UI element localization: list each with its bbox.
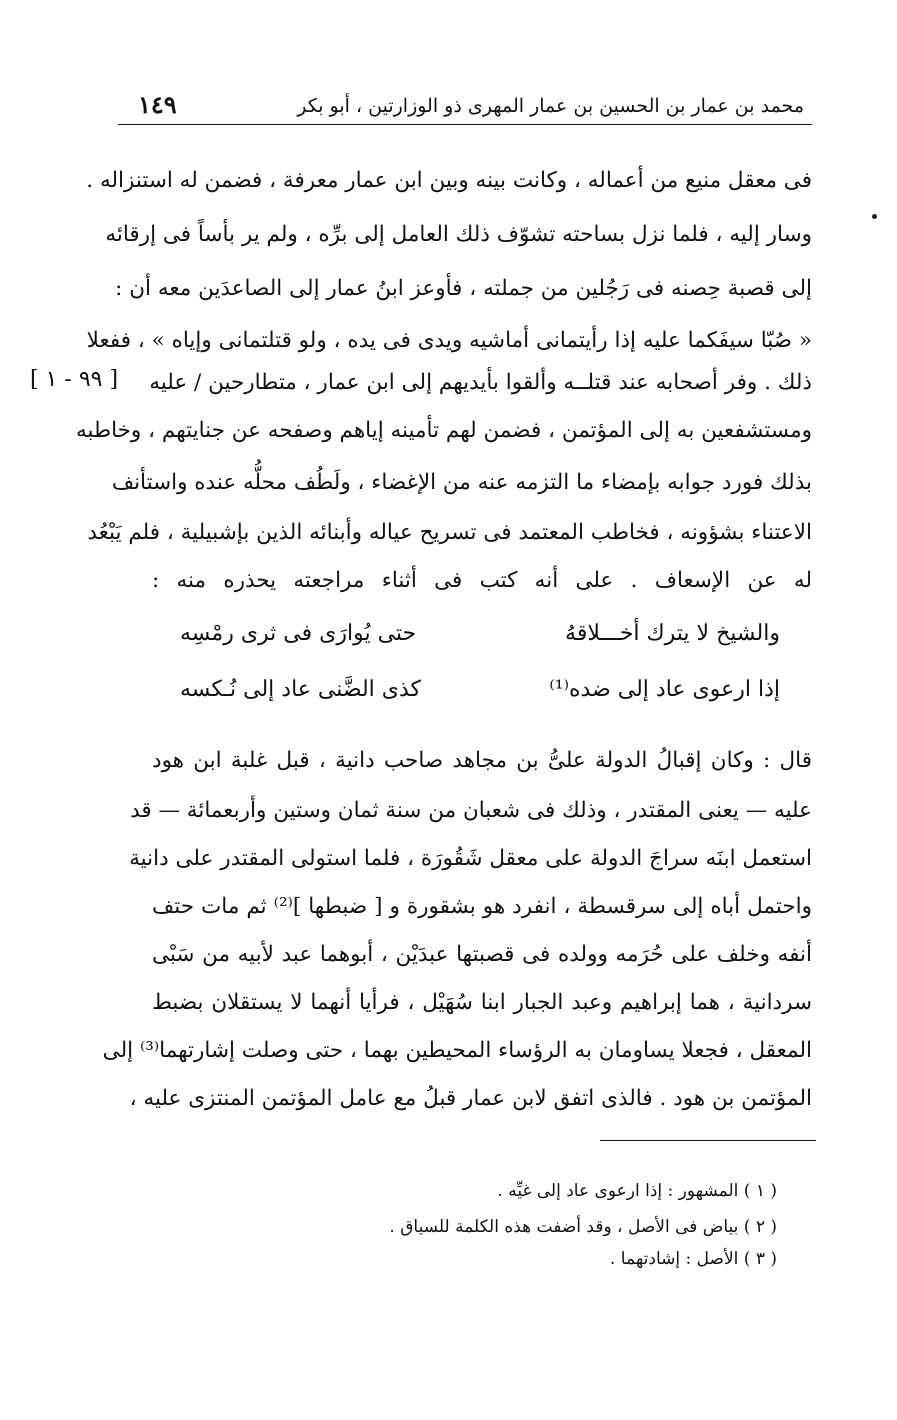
body-line: فى معقل منيع من أعماله ، وكانت بينه وبين ابن عمار معرفة ، فضمن له استنزاله .: [86, 168, 812, 193]
verse: [180, 608, 780, 658]
body-line: قال : وكان إقبالُ الدولة علىُّ بن مجاهد صاحب دانية ، قبل غلبة ابن هود: [152, 748, 812, 773]
body-line: أنفه وخلف على حُرَمه وولده فى قصبتها عبدَيْن ، أبوهما عبد لأبيه من سَبْى: [152, 942, 812, 967]
footnote: ( ٢ ) بياض فى الأصل ، وقد أضفت هذه الكلمة للسياق .: [389, 1217, 777, 1237]
verse-first-hemistich: والشيخ لا يترك أخـــلاقهُ: [565, 620, 780, 646]
body-line: له عن الإسعاف . على أنه كتب فى أثناء مراجعته يحذره منه :: [152, 568, 812, 593]
body-line: المعقل ، فجعلا يساومان به الرؤساء المحيطين بهما ، حتى وصلت إشارتهما⁽³⁾ إلى: [102, 1038, 812, 1063]
body-line: وسار إليه ، فلما نزل بساحته تشوّف ذلك العامل إلى برِّه ، ولم ير بأساً فى إرقائه: [105, 222, 812, 247]
body-line: استعمل ابنَه سراجَ الدولة على معقل شَقُورَة ، فلما استولى المقتدر على دانية: [129, 846, 812, 871]
running-header: [120, 88, 810, 124]
footnote: ( ٣ ) الأصل : إشادتهما .: [610, 1249, 777, 1269]
header-title: محمد بن عمار بن الحسين بن عمار المهرى ذو الوزارتين ، أبو بكر: [297, 95, 804, 117]
footnote: ( ١ ) المشهور : إذا ارعوى عاد إلى غيِّه .: [497, 1181, 777, 1201]
body-line: سردانية ، هما إبراهيم وعبد الجبار ابنا سُهَيْل ، فرأيا أنهما لا يستقلان بضبط: [152, 990, 812, 1015]
page-number: ١٤٩: [138, 90, 177, 119]
verse-second-hemistich: كذى الضَّنى عاد إلى نُـكسه: [180, 676, 422, 702]
body-line: « صُبّا سيفَكما عليه إذا رأيتمانى أماشيه ويدى فى يده ، ولو قتلتمانى وإياه » ، ففعلا: [86, 328, 812, 353]
body-line: بذلك فورد جوابه بإمضاء ما التزمه عنه من الإغضاء ، ولَطُف محلُّه عنده واستأنف: [111, 470, 812, 495]
verse-first-hemistich: إذا ارعوى عاد إلى ضده⁽¹⁾: [549, 676, 780, 702]
body-line: المؤتمن بن هود . فالذى اتفق لابن عمار قبلُ مع عامل المؤتمن المنتزى عليه ،: [129, 1086, 812, 1111]
header-rule: [118, 124, 812, 125]
body-line: الاعتناء بشؤونه ، فخاطب المعتمد فى تسريح عياله وأبنائه الذين بإشبيلية ، فلم يَبْعُد: [87, 520, 812, 545]
body-line: ذلك . وفر أصحابه عند قتلــه وألقوا بأيديهم إلى ابن عمار ، متطارحين / عليه: [149, 370, 812, 395]
body-line: إلى قصبة حِصنه فى رَجُلين من جملته ، فأوعز ابنُ عمار إلى الصاعدَين معه أن :: [115, 276, 812, 301]
verse-second-hemistich: حتى يُوارَى فى ثرى رمْسِه: [180, 620, 417, 646]
margin-reference: [ ٩٩ - ١ ]: [30, 367, 119, 392]
body-line: ومستشفعين به إلى المؤتمن ، فضمن لهم تأمينه إياهم وصفحه عن جنايتهم ، وخاطبه: [75, 418, 812, 443]
ink-dot: [872, 214, 877, 219]
body-line: عليه — يعنى المقتدر ، وذلك فى شعبان من سنة ثمان وستين وأربعمائة — قد: [130, 798, 812, 823]
verse: [180, 664, 780, 714]
footnote-rule: [600, 1140, 816, 1141]
body-line: واحتمل أباه إلى سرقسطة ، انفرد هو بشقورة و [ ضبطها ]⁽²⁾ ثم مات حتف: [152, 894, 812, 919]
